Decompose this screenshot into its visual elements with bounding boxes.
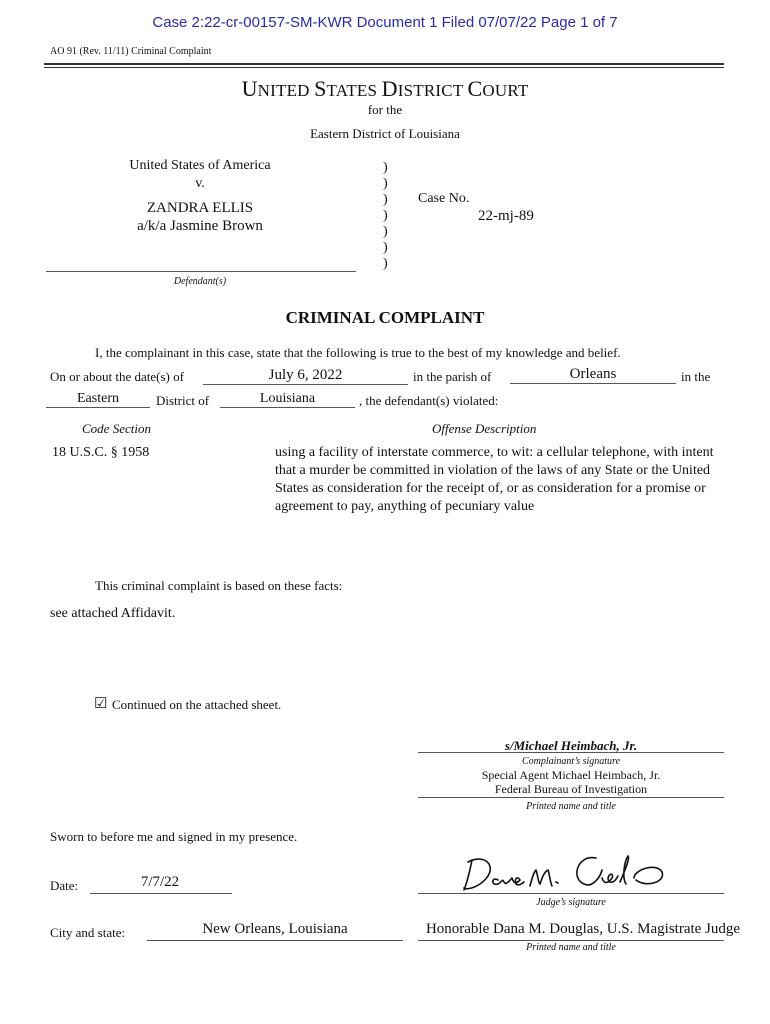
defendant-name: ZANDRA ELLIS xyxy=(146,200,254,216)
case-no: 22-mj-89 xyxy=(478,208,534,224)
complainant-printed-line xyxy=(418,797,724,798)
caption-parens: ) ) ) ) ) ) ) xyxy=(383,160,388,271)
region-value: Eastern xyxy=(46,391,150,408)
violated-label: , the defendant(s) violated: xyxy=(359,393,499,408)
offense-description-label: Offense Description xyxy=(432,421,537,436)
district-of-label: District of xyxy=(156,393,210,408)
complainant-signature-line xyxy=(418,752,724,753)
defendant-alias: a/k/a Jasmine Brown xyxy=(137,218,263,234)
intro-text: I, the complainant in this case, state that the following is true to the best of my knowledge and belief. xyxy=(95,345,621,360)
complainant-agency: Federal Bureau of Investigation xyxy=(494,782,648,796)
code-section: 18 U.S.C. § 1958 xyxy=(52,445,150,460)
continued-label: Continued on the attached sheet. xyxy=(112,697,282,712)
offense-description: using a facility of interstate commerce, to wit: a cellular telephone, with intent that a murder be committed in violation of the laws of any State or the United States as consideration for the receipt of, or as consideration for a promise or agreement to pay, anything of pecuniary value xyxy=(275,445,714,514)
plaintiff-name: United States of America xyxy=(129,158,271,173)
continued-checkbox[interactable]: ☑ xyxy=(94,696,108,712)
complainant-signature: s/Michael Heimbach, Jr. xyxy=(504,738,638,753)
district-name: Eastern District of Louisiana xyxy=(310,126,460,141)
versus: v. xyxy=(195,176,205,191)
judge-printed-name: Honorable Dana M. Douglas, U.S. Magistrate Judge xyxy=(425,921,741,937)
offense-date: July 6, 2022 xyxy=(203,367,408,385)
complainant-name: Special Agent Michael Heimbach, Jr. xyxy=(481,768,661,782)
complainant-signature-label: Complainant’s signature xyxy=(521,756,621,767)
date-label: Date: xyxy=(50,878,79,893)
document-title: CRIMINAL COMPLAINT xyxy=(285,308,485,327)
date-line xyxy=(90,893,232,894)
defendant-line xyxy=(46,271,356,272)
city-state-label: City and state: xyxy=(50,925,126,940)
complainant-printed-label: Printed name and title xyxy=(526,801,616,812)
city-state-value: New Orleans, Louisiana xyxy=(202,921,348,937)
parish-label: in the parish of xyxy=(413,369,492,384)
in-the-label: in the xyxy=(681,369,711,384)
city-state-line xyxy=(147,940,403,941)
parish-value: Orleans xyxy=(510,366,676,384)
for-the: for the xyxy=(367,102,403,117)
judge-printed-line xyxy=(418,940,724,941)
case-no-label: Case No. xyxy=(418,191,470,206)
header-rule-thin xyxy=(44,67,724,68)
state-value: Louisiana xyxy=(220,391,355,408)
on-or-about-label: On or about the date(s) of xyxy=(50,369,184,384)
judge-printed-label: Printed name and title xyxy=(526,942,616,953)
judge-signature-label: Judge’s signature xyxy=(536,897,606,908)
facts-intro: This criminal complaint is based on these facts: xyxy=(95,578,343,593)
sworn-statement: Sworn to before me and signed in my presence. xyxy=(50,829,298,844)
date-value: 7/7/22 xyxy=(140,874,180,890)
header-rule-thick xyxy=(44,63,724,65)
code-section-label: Code Section xyxy=(82,421,151,436)
filing-header: Case 2:22-cr-00157-SM-KWR Document 1 Filed 07/07/22 Page 1 of 7 xyxy=(152,14,618,31)
defendant-label: Defendant(s) xyxy=(173,276,227,287)
judge-handwritten-signature xyxy=(458,848,673,894)
judge-signature-line xyxy=(418,893,724,894)
form-id: AO 91 (Rev. 11/11) Criminal Complaint xyxy=(50,46,212,57)
facts-text: see attached Affidavit. xyxy=(50,606,176,621)
court-title: UNITED STATES DISTRICT COURT xyxy=(241,76,529,101)
